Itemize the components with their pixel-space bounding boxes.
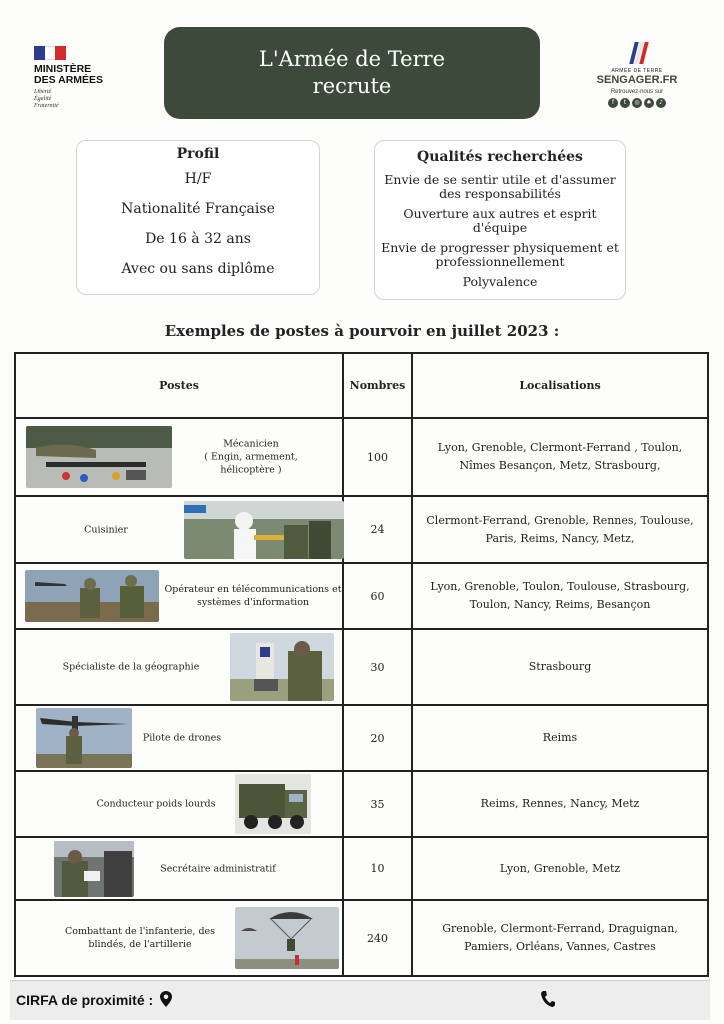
qualites-box — [374, 140, 626, 300]
localisation-cell: Clermont-Ferrand, Grenoble, Rennes, Toulouse, Paris, Reims, Nancy, Metz, — [412, 496, 708, 563]
table-row — [15, 563, 708, 629]
table-row — [15, 771, 708, 837]
localisation-cell: Lyon, Grenoble, Metz — [412, 837, 708, 900]
table-row — [15, 629, 708, 705]
table-row — [15, 496, 708, 563]
poste-title: Cuisinier — [84, 524, 128, 535]
sengager-logo — [587, 40, 687, 108]
localisation-cell: Lyon, Grenoble, Clermont-Ferrand , Toulon, Nîmes Besançon, Metz, Strasbourg, — [412, 418, 708, 496]
nombre-cell: 24 — [343, 496, 412, 563]
poste-cell — [15, 705, 343, 771]
cook-photo — [184, 501, 344, 559]
profil-line: Avec ou sans diplôme — [121, 261, 275, 277]
social-icons — [587, 98, 687, 108]
sengager-tagline: ARMÉE DE TERRE — [611, 68, 663, 74]
profil-box — [76, 140, 320, 295]
ministry-name-line: MINISTÈRE — [34, 63, 92, 75]
phone-icon — [540, 990, 556, 1008]
telecom-photo — [25, 570, 159, 622]
snapchat-icon[interactable]: ♠ — [644, 98, 654, 108]
ministry-name-line: DES ARMÉES — [34, 74, 104, 86]
nombre-cell: 240 — [343, 900, 412, 976]
poste-title: Spécialiste de la géographie — [62, 661, 200, 673]
profil-title: Profil — [176, 146, 220, 162]
motto-word: Liberté — [34, 89, 52, 95]
tiktok-icon[interactable]: ♪ — [656, 98, 666, 108]
poste-cell — [15, 837, 343, 900]
cirfa-contact — [16, 990, 173, 1008]
nombre-cell: 60 — [343, 563, 412, 629]
localisation-cell: Strasbourg — [412, 629, 708, 705]
facebook-icon[interactable]: f — [608, 98, 618, 108]
motto-word: Égalité — [34, 96, 52, 102]
tricolor-mark-icon — [620, 40, 654, 68]
truck-photo — [235, 774, 311, 834]
poste-cell — [15, 900, 343, 976]
localisation-cell: Reims — [412, 705, 708, 771]
motto-word: Fraternité — [34, 103, 59, 109]
poste-cell — [15, 418, 343, 496]
poste-cell — [15, 629, 343, 705]
poste-cell — [15, 563, 343, 629]
drone-photo — [36, 708, 132, 768]
republic-motto — [34, 89, 144, 110]
localisation-cell: Lyon, Grenoble, Toulon, Toulouse, Strasbourg, Toulon, Nancy, Reims, Besançon — [412, 563, 708, 629]
secretary-photo — [54, 841, 134, 897]
sengager-follow-text: Retrouvez-nous sur — [610, 89, 664, 95]
nombre-cell: 35 — [343, 771, 412, 837]
nombre-cell: 100 — [343, 418, 412, 496]
mechanic-photo — [26, 426, 172, 488]
qualites-title: Qualités recherchées — [417, 149, 583, 165]
location-pin-icon — [159, 990, 173, 1008]
nombre-cell: 20 — [343, 705, 412, 771]
section-title: Exemples de postes à pourvoir en juillet 2023 : — [164, 322, 560, 340]
poste-title: Mécanicien ( Engin, armement, hélicoptère ) — [204, 438, 298, 476]
instagram-icon[interactable]: ◎ — [632, 98, 642, 108]
profil-line: Nationalité Française — [121, 201, 275, 217]
poste-title: Pilote de drones — [142, 732, 222, 744]
column-header-nombres: Nombres — [343, 353, 412, 418]
paratrooper-photo — [235, 907, 339, 969]
poste-cell — [15, 771, 343, 837]
title-line: L'Armée de Terre — [258, 47, 446, 71]
localisation-cell: Grenoble, Clermont-Ferrand, Draguignan, Pamiers, Orléans, Vannes, Castres — [412, 900, 708, 976]
french-flag-icon — [34, 46, 66, 60]
cirfa-label: CIRFA de proximité : — [16, 992, 154, 1008]
column-header-postes: Postes — [15, 353, 343, 418]
profil-line: H/F — [184, 171, 212, 187]
title-line: recrute — [312, 74, 392, 98]
table-row — [15, 837, 708, 900]
poste-title: Secrétaire administratif — [160, 863, 276, 874]
twitter-icon[interactable]: t — [620, 98, 630, 108]
qualite-line: Polyvalence — [462, 274, 538, 289]
column-header-localisations: Localisations — [412, 353, 708, 418]
page-title — [164, 27, 540, 119]
table-header-row — [15, 353, 708, 418]
poste-title: Opérateur en télécommunications et systèmes d'information — [164, 584, 342, 608]
table-row — [15, 705, 708, 771]
table-row — [15, 900, 708, 976]
poste-title: Combattant de l'infanterie, des blindés, de l'artillerie — [64, 926, 216, 950]
job-table — [14, 352, 709, 977]
nombre-cell: 10 — [343, 837, 412, 900]
nombre-cell: 30 — [343, 629, 412, 705]
profil-line: De 16 à 32 ans — [145, 231, 251, 247]
qualite-line: Envie de progresser physiquement et professionnellement — [381, 240, 619, 269]
localisation-cell: Reims, Rennes, Nancy, Metz — [412, 771, 708, 837]
poste-title: Conducteur poids lourds — [96, 798, 216, 810]
geography-photo — [230, 633, 334, 701]
sengager-site-name[interactable]: SENGAGER.FR — [596, 74, 678, 86]
qualite-line: Ouverture aux autres et esprit d'équipe — [403, 206, 597, 235]
table-row — [15, 418, 708, 496]
qualite-line: Envie de se sentir utile et d'assumer des responsabilités — [384, 172, 616, 201]
ministry-logo — [34, 46, 144, 110]
poste-cell — [15, 496, 343, 563]
